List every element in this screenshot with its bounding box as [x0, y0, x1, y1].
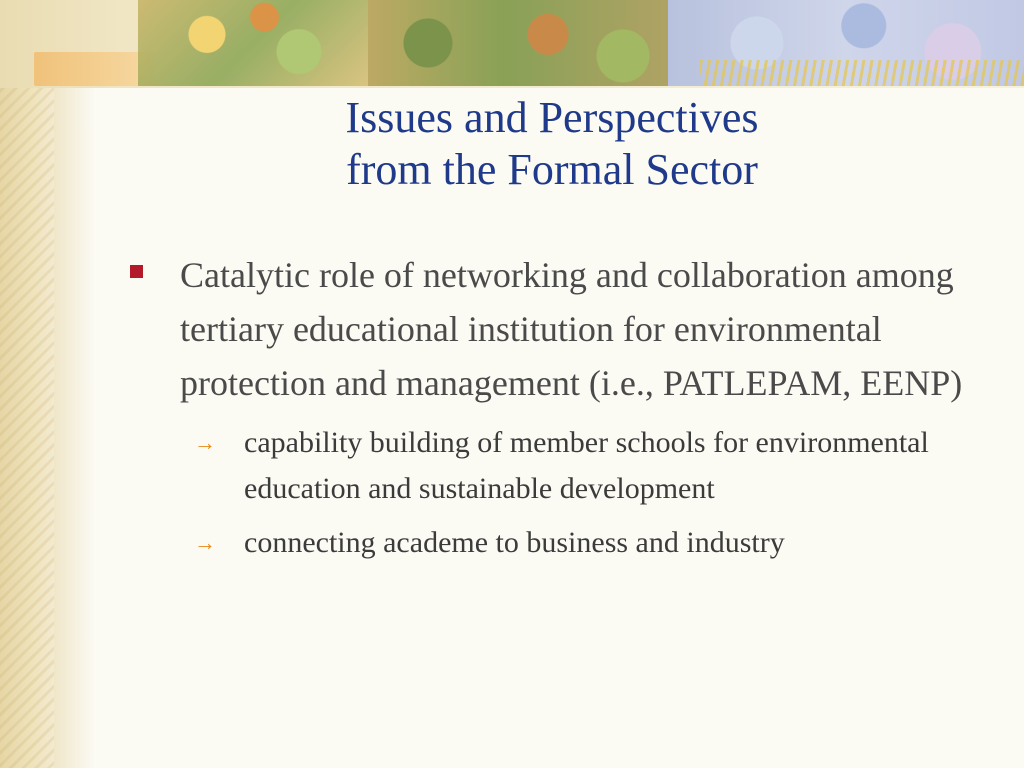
- sub-bullet-text: capability building of member schools for environmental education and sustainable development: [244, 426, 929, 505]
- grass-decoration: [700, 60, 1024, 86]
- sub-bullet-item: [194, 420, 1010, 512]
- bullet-item: [130, 248, 1010, 410]
- square-bullet-icon: [130, 265, 143, 278]
- sub-bullet-text: connecting academe to business and industry: [244, 526, 785, 559]
- parchment-fade: [54, 0, 94, 768]
- arrow-right-icon: →: [194, 430, 216, 455]
- sub-bullet-item: [194, 520, 1010, 566]
- slide-title-line-1: Issues and Perspectives: [345, 93, 759, 142]
- slide-title: [120, 92, 984, 196]
- slide-content: [130, 248, 1010, 574]
- bullet-text: Catalytic role of networking and collaboration among tertiary educational institution for environmental protection and management (i.e., PATLEPAM, EENP): [180, 255, 963, 403]
- autumn-leaf-collage: [138, 0, 368, 86]
- parchment-side-border: [0, 0, 54, 768]
- sub-bullet-list: [194, 420, 1010, 566]
- slide-title-line-2: from the Formal Sector: [346, 145, 758, 194]
- gold-accent-bar: [34, 52, 154, 86]
- foliage-collage: [368, 0, 668, 86]
- arrow-right-icon: →: [194, 530, 216, 555]
